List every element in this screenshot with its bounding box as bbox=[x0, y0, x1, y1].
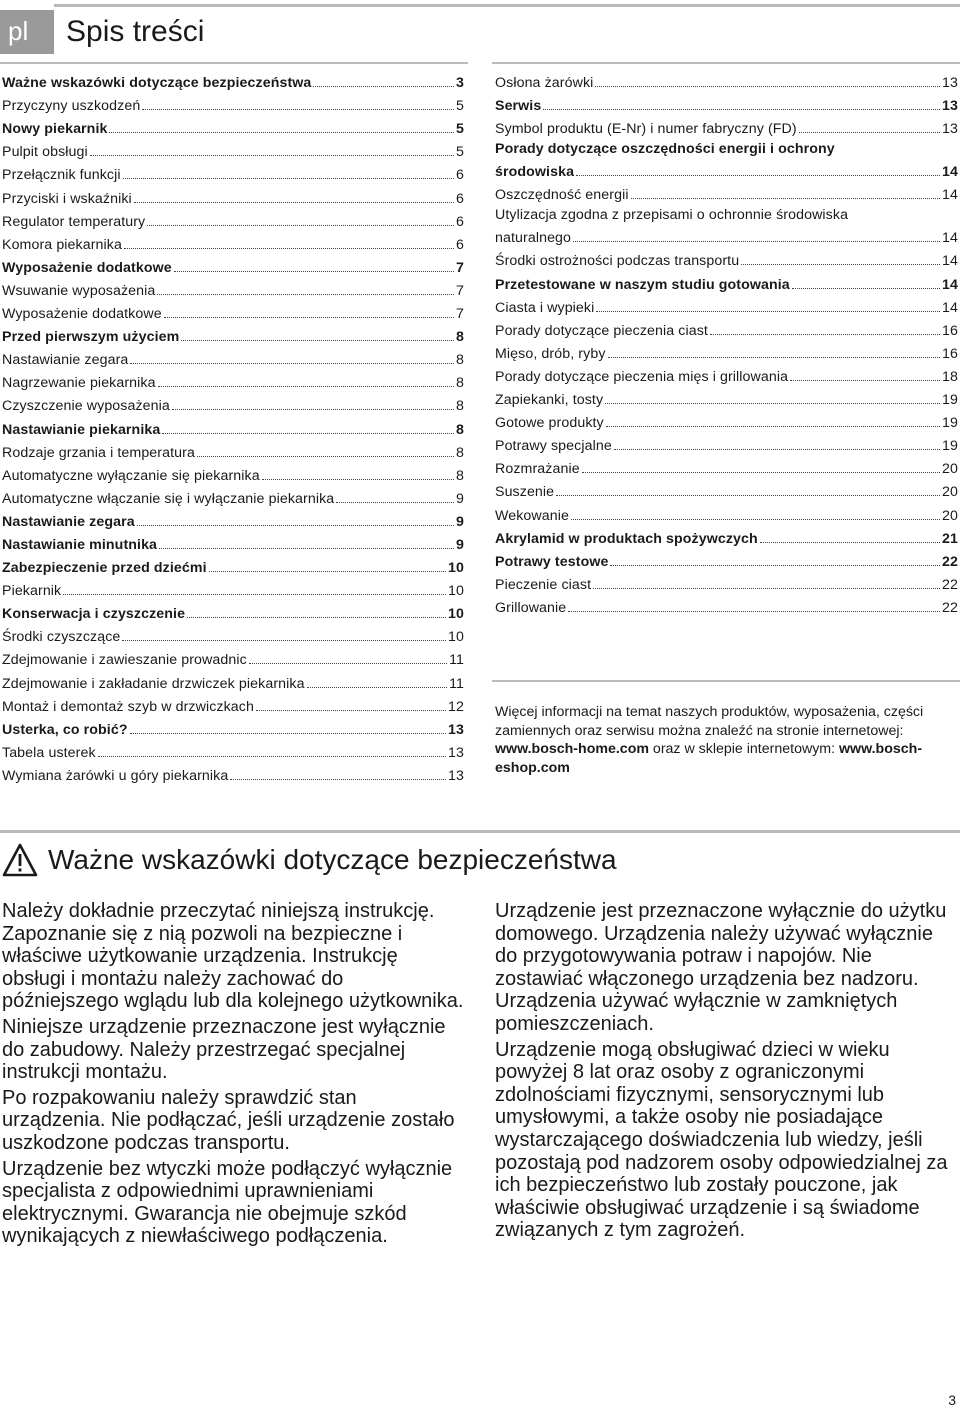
body-paragraph: Urządzenie mogą obsługiwać dzieci w wieku powyżej 8 lat oraz osoby z ograniczonymi zdolnościami fizycznymi, sensorycznymi lub umysłowymi, a także osoby nie posiadające wystarczającego doświadczenia lub wiedzy, jeśli pozostają pod nadzorem osoby odpowiedzialnej za ich bezpieczeństwo lub zostały pouczone, jak właściwie obsługiwać urządzenie i są świadome związanych z tym zagrożeń. bbox=[495, 1038, 948, 1242]
toc-entry-title: Oszczędność energii bbox=[495, 187, 629, 204]
toc-leader-dots bbox=[249, 663, 447, 664]
body-paragraph: Należy dokładnie przeczytać niniejszą instrukcję. Zapoznanie się z nią pozwoli na bezpieczne i właściwe użytkowanie urządzenia. Instrukcję obsługi i montażu należy zachować do późniejszego wglądu lub dla kolejnego użytkownika. bbox=[2, 900, 464, 1013]
toc-leader-dots bbox=[90, 155, 454, 156]
toc-leader-dots bbox=[606, 426, 940, 427]
toc-entry[interactable] bbox=[2, 440, 464, 463]
toc-entry[interactable] bbox=[2, 486, 464, 509]
toc-page-number: 13 bbox=[448, 721, 464, 738]
toc-entry[interactable] bbox=[495, 387, 958, 410]
toc-leader-dots bbox=[556, 495, 940, 496]
toc-entry[interactable] bbox=[495, 271, 958, 294]
info-rule bbox=[492, 680, 960, 682]
toc-page-number: 10 bbox=[448, 606, 464, 623]
toc-leader-dots bbox=[142, 109, 454, 110]
toc-entry-title: Komora piekarnika bbox=[2, 236, 122, 253]
toc-entry-title: Przed pierwszym użyciem bbox=[2, 329, 180, 346]
toc-leader-dots bbox=[573, 241, 940, 242]
toc-entry[interactable] bbox=[2, 532, 464, 555]
body-paragraph: Po rozpakowaniu należy sprawdzić stan urządzenia. Nie podłączać, jeśli urządzenie zostało uszkodzone podczas transportu. bbox=[2, 1086, 455, 1154]
toc-leader-dots bbox=[230, 779, 446, 780]
toc-leader-dots bbox=[98, 756, 446, 757]
toc-page-number: 22 bbox=[942, 553, 958, 570]
toc-entry-title: Mięso, drób, ryby bbox=[495, 345, 606, 362]
toc-leader-dots bbox=[608, 357, 941, 358]
toc-entry-title: Przyczyny uszkodzeń bbox=[2, 98, 141, 115]
toc-leader-dots bbox=[799, 132, 940, 133]
toc-entry-title: Środki ostrożności podczas transportu bbox=[495, 253, 740, 270]
toc-leader-dots bbox=[631, 198, 940, 199]
toc-leader-dots bbox=[790, 380, 940, 381]
toc-entry-title: Nastawianie zegara bbox=[2, 513, 135, 530]
toc-entry-title: Potrawy testowe bbox=[495, 553, 609, 570]
toc-leader-dots bbox=[614, 449, 940, 450]
toc-entry-title: Zdejmowanie i zakładanie drzwiczek piekarnika bbox=[2, 675, 305, 692]
toc-leader-dots bbox=[147, 225, 454, 226]
toc-entry[interactable] bbox=[2, 740, 464, 763]
toc-leader-dots bbox=[792, 288, 940, 289]
website-link[interactable]: www.bosch-home.com bbox=[495, 741, 649, 757]
toc-entry-title: Suszenie bbox=[495, 484, 555, 501]
toc-leader-dots bbox=[157, 294, 454, 295]
section-title: Ważne wskazówki dotyczące bezpieczeństwa bbox=[48, 844, 617, 875]
toc-page-number: 14 bbox=[942, 230, 958, 247]
toc-entry[interactable] bbox=[2, 624, 464, 647]
toc-page-number: 7 bbox=[456, 259, 464, 276]
toc-leader-dots bbox=[256, 710, 446, 711]
toc-entry[interactable] bbox=[495, 248, 958, 271]
toc-entry-title: Wyposażenie dodatkowe bbox=[2, 259, 172, 276]
toc-page-number: 13 bbox=[942, 98, 958, 115]
toc-entry-title: Wekowanie bbox=[495, 507, 569, 524]
toc-page-number: 13 bbox=[942, 75, 958, 92]
toc-entry[interactable] bbox=[2, 347, 464, 370]
page-number: 3 bbox=[948, 1392, 956, 1408]
toc-entry[interactable] bbox=[495, 318, 958, 341]
toc-page-number: 6 bbox=[456, 167, 464, 184]
toc-left-rule bbox=[0, 62, 468, 64]
toc-entry[interactable] bbox=[2, 601, 464, 624]
toc-leader-dots bbox=[741, 264, 940, 265]
toc-page-number: 7 bbox=[456, 282, 464, 299]
toc-entry[interactable] bbox=[495, 139, 958, 182]
toc-entry[interactable] bbox=[495, 93, 958, 116]
toc-entry-title: Wyposażenie dodatkowe bbox=[2, 306, 162, 323]
toc-entry[interactable] bbox=[495, 595, 958, 618]
toc-entry[interactable] bbox=[2, 278, 464, 301]
toc-entry-title: Pieczenie ciast bbox=[495, 576, 592, 593]
toc-leader-dots bbox=[307, 687, 447, 688]
toc-entry-title: Zapiekanki, tosty bbox=[495, 392, 604, 409]
toc-leader-dots bbox=[130, 733, 446, 734]
toc-page-number: 16 bbox=[942, 345, 958, 362]
toc-entry-title: Automatyczne włączanie się i wyłączanie piekarnika bbox=[2, 490, 335, 507]
section-heading bbox=[2, 842, 617, 878]
toc-entry[interactable] bbox=[495, 205, 958, 248]
toc-page-number: 19 bbox=[942, 415, 958, 432]
toc-entry-title: Ważne wskazówki dotyczące bezpieczeństwa bbox=[2, 75, 312, 92]
toc-entry[interactable] bbox=[2, 185, 464, 208]
toc-entry-title: Akrylamid w produktach spożywczych bbox=[495, 530, 758, 547]
toc-leader-dots bbox=[109, 132, 454, 133]
toc-leader-dots bbox=[174, 271, 454, 272]
toc-entry[interactable] bbox=[2, 717, 464, 740]
toc-leader-dots bbox=[130, 363, 454, 364]
toc-entry-title: Osłona żarówki bbox=[495, 75, 594, 92]
toc-page-number: 8 bbox=[456, 329, 464, 346]
toc-entry-title: Tabela usterek bbox=[2, 744, 96, 761]
toc-leader-dots bbox=[124, 248, 454, 249]
toc-page-number: 3 bbox=[456, 75, 464, 92]
header-rule bbox=[54, 4, 960, 7]
toc-page-number: 5 bbox=[456, 121, 464, 138]
toc-page-number: 14 bbox=[942, 164, 958, 181]
toc-page-number: 22 bbox=[942, 599, 958, 616]
toc-leader-dots bbox=[262, 479, 454, 480]
toc-entry[interactable] bbox=[495, 70, 958, 93]
toc-entry[interactable] bbox=[2, 393, 464, 416]
toc-page-number: 6 bbox=[456, 213, 464, 230]
toc-leader-dots bbox=[582, 472, 940, 473]
toc-entry-title: Przetestowane w naszym studiu gotowania bbox=[495, 276, 790, 293]
toc-entry-title: Zdejmowanie i zawieszanie prowadnic bbox=[2, 652, 247, 669]
toc-page-number: 6 bbox=[456, 236, 464, 253]
info-text-middle: oraz w sklepie internetowym: bbox=[648, 741, 840, 757]
toc-entry-title: Rodzaje grzania i temperatura bbox=[2, 444, 195, 461]
info-text-before: Więcej informacji na temat naszych produktów, wyposażenia, części zamiennych oraz serwisu można znaleźć na stronie internetowej: bbox=[495, 704, 924, 739]
toc-page-number: 12 bbox=[448, 698, 464, 715]
toc-entry[interactable] bbox=[2, 670, 464, 693]
toc-entry[interactable] bbox=[2, 647, 464, 670]
page-title: Spis treści bbox=[66, 15, 205, 48]
toc-page-number: 8 bbox=[456, 444, 464, 461]
toc-page-number: 6 bbox=[456, 190, 464, 207]
toc-entry-second-line bbox=[495, 162, 958, 182]
toc-page-number: 18 bbox=[942, 368, 958, 385]
toc-leader-dots bbox=[197, 456, 454, 457]
toc-leader-dots bbox=[158, 386, 454, 387]
toc-leader-dots bbox=[571, 519, 940, 520]
toc-page-number: 10 bbox=[448, 583, 464, 600]
toc-entry[interactable] bbox=[2, 463, 464, 486]
toc-entry-title: Montaż i demontaż szyb w drzwiczkach bbox=[2, 698, 254, 715]
toc-page-number: 22 bbox=[942, 576, 958, 593]
toc-page-number: 11 bbox=[449, 675, 464, 692]
toc-entry-title: Nowy piekarnik bbox=[2, 121, 108, 138]
toc-page-number: 5 bbox=[456, 144, 464, 161]
toc-entry[interactable] bbox=[495, 433, 958, 456]
toc-entry[interactable] bbox=[2, 93, 464, 116]
toc-entry-title-continued: środowiska bbox=[495, 164, 575, 181]
toc-page-number: 11 bbox=[449, 652, 464, 669]
toc-entry[interactable] bbox=[2, 370, 464, 393]
toc-entry-title: Symbol produktu (E-Nr) i numer fabryczny (FD) bbox=[495, 121, 797, 138]
toc-page-number: 16 bbox=[942, 322, 958, 339]
toc-page-number: 21 bbox=[942, 530, 958, 547]
toc-entry[interactable] bbox=[495, 116, 958, 139]
toc-entry[interactable] bbox=[2, 578, 464, 601]
toc-entry[interactable] bbox=[495, 502, 958, 525]
toc-page-number: 14 bbox=[942, 187, 958, 204]
toc-entry[interactable] bbox=[495, 295, 958, 318]
eshop-link[interactable]: www.bosch-eshop.com bbox=[495, 741, 923, 776]
toc-leader-dots bbox=[576, 175, 940, 176]
toc-leader-dots bbox=[336, 502, 454, 503]
toc-entry[interactable] bbox=[2, 209, 464, 232]
toc-entry-title: Grillowanie bbox=[495, 599, 567, 616]
toc-entry-title: Porady dotyczące pieczenia ciast bbox=[495, 322, 708, 339]
toc-page-number: 9 bbox=[456, 490, 464, 507]
toc-leader-dots bbox=[172, 409, 454, 410]
toc-entry-title: Porady dotyczące pieczenia mięs i grillowania bbox=[495, 368, 789, 385]
toc-leader-dots bbox=[181, 340, 454, 341]
toc-page-number: 5 bbox=[456, 98, 464, 115]
toc-page-number: 9 bbox=[456, 513, 464, 530]
toc-leader-dots bbox=[595, 86, 940, 87]
toc-page-number: 8 bbox=[456, 421, 464, 438]
toc-entry-title: Potrawy specjalne bbox=[495, 438, 612, 455]
toc-right-rule bbox=[492, 62, 960, 64]
toc-entry[interactable] bbox=[2, 162, 464, 185]
toc-entry-title: Ciasta i wypieki bbox=[495, 299, 595, 316]
toc-page-number: 13 bbox=[448, 744, 464, 761]
toc-entry[interactable] bbox=[2, 301, 464, 324]
toc-leader-dots bbox=[593, 588, 940, 589]
toc-leader-dots bbox=[760, 542, 940, 543]
toc-left-column bbox=[2, 70, 464, 786]
toc-entry[interactable] bbox=[495, 456, 958, 479]
toc-entry-title: Serwis bbox=[495, 98, 542, 115]
toc-entry[interactable] bbox=[2, 70, 464, 93]
toc-leader-dots bbox=[596, 311, 940, 312]
toc-leader-dots bbox=[710, 334, 940, 335]
section-rule bbox=[0, 830, 960, 833]
toc-leader-dots bbox=[63, 594, 446, 595]
toc-entry-title: Nagrzewanie piekarnika bbox=[2, 375, 156, 392]
toc-entry[interactable] bbox=[495, 526, 958, 549]
toc-leader-dots bbox=[162, 433, 454, 434]
toc-leader-dots bbox=[610, 565, 940, 566]
toc-page-number: 19 bbox=[942, 438, 958, 455]
toc-page-number: 13 bbox=[942, 121, 958, 138]
toc-entry[interactable] bbox=[2, 139, 464, 162]
toc-entry-title: Nastawianie zegara bbox=[2, 352, 129, 369]
toc-entry-title: Wsuwanie wyposażenia bbox=[2, 282, 156, 299]
toc-leader-dots bbox=[568, 611, 940, 612]
toc-entry[interactable] bbox=[2, 763, 464, 786]
toc-entry[interactable] bbox=[495, 341, 958, 364]
toc-entry[interactable] bbox=[495, 410, 958, 433]
toc-entry[interactable] bbox=[495, 182, 958, 205]
toc-entry[interactable] bbox=[495, 479, 958, 502]
toc-entry-title: Pulpit obsługi bbox=[2, 144, 88, 161]
toc-page-number: 8 bbox=[456, 352, 464, 369]
page-header bbox=[0, 4, 960, 56]
toc-entry-title: Przyciski i wskaźniki bbox=[2, 190, 132, 207]
toc-page-number: 20 bbox=[942, 461, 958, 478]
toc-leader-dots bbox=[605, 403, 940, 404]
toc-page-number: 14 bbox=[942, 253, 958, 270]
toc-entry-title: Nastawianie minutnika bbox=[2, 536, 158, 553]
toc-entry[interactable] bbox=[2, 416, 464, 439]
toc-page-number: 20 bbox=[942, 507, 958, 524]
body-right-column bbox=[495, 900, 957, 1245]
toc-entry[interactable] bbox=[495, 572, 958, 595]
toc-page-number: 8 bbox=[456, 467, 464, 484]
toc-entry-second-line bbox=[495, 228, 958, 248]
toc-page-number: 14 bbox=[942, 299, 958, 316]
toc-entry[interactable] bbox=[495, 549, 958, 572]
language-badge: pl bbox=[0, 10, 54, 54]
toc-entry[interactable] bbox=[2, 255, 464, 278]
toc-entry[interactable] bbox=[2, 694, 464, 717]
toc-leader-dots bbox=[122, 640, 446, 641]
toc-leader-dots bbox=[543, 109, 940, 110]
toc-leader-dots bbox=[134, 202, 454, 203]
toc-entry[interactable] bbox=[495, 364, 958, 387]
toc-page-number: 14 bbox=[942, 276, 958, 293]
toc-page-number: 10 bbox=[448, 560, 464, 577]
toc-entry[interactable] bbox=[2, 232, 464, 255]
toc-entry-title: Środki czyszczące bbox=[2, 629, 121, 646]
toc-entry-title: Przełącznik funkcji bbox=[2, 167, 121, 184]
toc-leader-dots bbox=[164, 317, 454, 318]
toc-entry-title: Automatyczne wyłączanie się piekarnika bbox=[2, 467, 260, 484]
toc-entry[interactable] bbox=[2, 555, 464, 578]
toc-page-number: 8 bbox=[456, 398, 464, 415]
toc-entry-title: Gotowe produkty bbox=[495, 415, 604, 432]
toc-entry[interactable] bbox=[2, 324, 464, 347]
toc-entry-title: Porady dotyczące oszczędności energii i ochrony bbox=[495, 141, 835, 158]
toc-entry-title: Rozmrażanie bbox=[495, 461, 580, 478]
toc-entry-title: Zabezpieczenie przed dziećmi bbox=[2, 560, 207, 577]
toc-entry-title: Piekarnik bbox=[2, 583, 62, 600]
toc-entry-title: Utylizacja zgodna z przepisami o ochronnie środowiska bbox=[495, 207, 849, 224]
toc-entry-title: Konserwacja i czyszczenie bbox=[2, 606, 186, 623]
toc-leader-dots bbox=[209, 571, 446, 572]
toc-leader-dots bbox=[313, 86, 454, 87]
toc-right-column bbox=[495, 70, 958, 618]
toc-leader-dots bbox=[159, 548, 454, 549]
toc-page-number: 20 bbox=[942, 484, 958, 501]
toc-entry-title: Wymiana żarówki u góry piekarnika bbox=[2, 767, 229, 784]
toc-page-number: 19 bbox=[942, 392, 958, 409]
warning-triangle-icon bbox=[2, 843, 38, 877]
toc-entry-title: Usterka, co robić? bbox=[2, 721, 128, 738]
toc-page-number: 8 bbox=[456, 375, 464, 392]
toc-page-number: 13 bbox=[448, 767, 464, 784]
toc-entry[interactable] bbox=[2, 509, 464, 532]
toc-entry-title: Regulator temperatury bbox=[2, 213, 146, 230]
toc-page-number: 9 bbox=[456, 536, 464, 553]
body-paragraph: Urządzenie jest przeznaczone wyłącznie do użytku domowego. Urządzenia należy używać wyłącznie do przygotowywania potraw i napojów. Nie zostawiać włączonego urządzenia bez nadzoru. Urządzenia używać wyłącznie w zamkniętych pomieszczeniach. bbox=[495, 900, 947, 1035]
body-left-column bbox=[2, 900, 464, 1251]
body-paragraph: Urządzenie bez wtyczki może podłączyć wyłącznie specjalista z odpowiednimi uprawnieniami elektrycznymi. Gwarancja nie obejmuje szkód wynikających z niewłaściwego podłączenia. bbox=[2, 1157, 453, 1248]
toc-leader-dots bbox=[137, 525, 454, 526]
toc-entry-title: Nastawianie piekarnika bbox=[2, 421, 161, 438]
toc-leader-dots bbox=[123, 178, 454, 179]
toc-entry-title-continued: naturalnego bbox=[495, 230, 572, 247]
toc-entry-title: Czyszczenie wyposażenia bbox=[2, 398, 170, 415]
toc-leader-dots bbox=[187, 617, 446, 618]
toc-page-number: 7 bbox=[456, 306, 464, 323]
more-info-note bbox=[495, 703, 950, 777]
body-paragraph: Niniejsze urządzenie przeznaczone jest wyłącznie do zabudowy. Należy przestrzegać specjalnej instrukcji montażu. bbox=[2, 1015, 446, 1084]
toc-page-number: 10 bbox=[448, 629, 464, 646]
toc-entry[interactable] bbox=[2, 116, 464, 139]
